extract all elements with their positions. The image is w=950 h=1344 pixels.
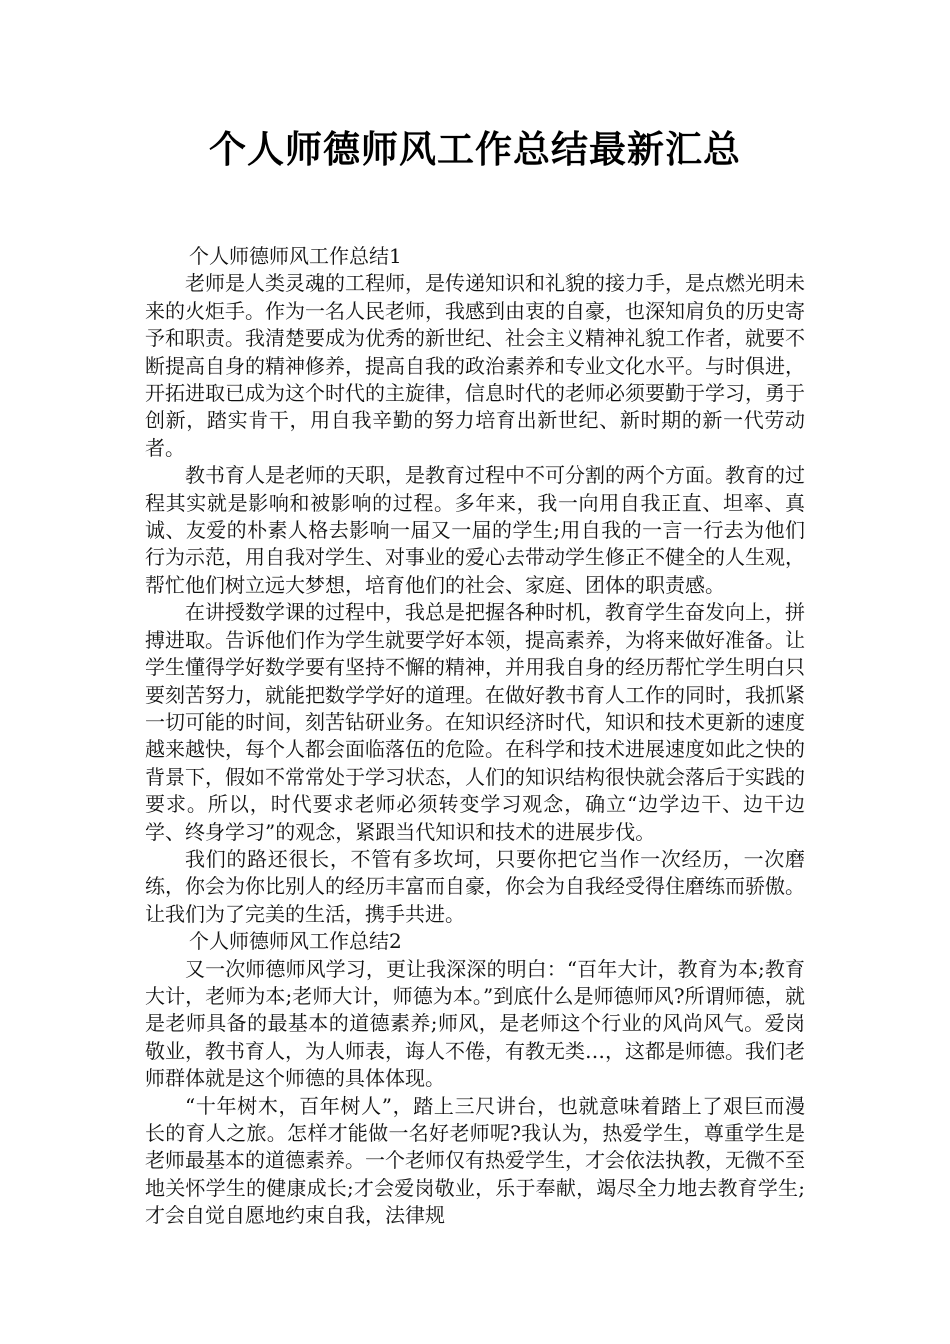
- paragraph: 又一次师德师风学习，更让我深深的明白：“百年大计，教育为本;教育大计，老师为本;老师大计，师德为本。”到底什么是师德师风?所谓师德，就是老师具备的最基本的道德素养;师风，是老师这个行业的风尚风气。爱岗敬业，教书育人，为人师表，诲人不倦，有教无类…，这都是师德。我们老师群体就是这个师德的具体体现。: [145, 956, 805, 1091]
- paragraph: 老师是人类灵魂的工程师，是传递知识和礼貌的接力手，是点燃光明未来的火炬手。作为一名人民老师，我感到由衷的自豪，也深知肩负的历史寄予和职责。我清楚要成为优秀的新世纪、社会主义精神礼貌工作者，就要不断提高自身的精神修养，提高自我的政治素养和专业文化水平。与时俱进，开拓进取已成为这个时代的主旋律，信息时代的老师必须要勤于学习，勇于创新，踏实肯干，用自我辛勤的努力培育出新世纪、新时期的新一代劳动者。: [145, 271, 805, 460]
- section-heading-1: 个人师德师风工作总结1: [189, 244, 402, 268]
- paragraph: 在讲授数学课的过程中，我总是把握各种时机，教育学生奋发向上，拼搏进取。告诉他们作为学生就要学好本领，提高素养，为将来做好准备。让学生懂得学好数学要有坚持不懈的精神，并用我自身的经历帮忙学生明白只要刻苦努力，就能把数学学好的道理。在做好教书育人工作的同时，我抓紧一切可能的时间，刻苦钻研业务。在知识经济时代，知识和技术更新的速度越来越快，每个人都会面临落伍的危险。在科学和技术进展速度如此之快的背景下，假如不常常处于学习状态，人们的知识结构很快就会落后于实践的要求。所以，时代要求老师必须转变学习观念，确立“边学边干、边干边学、终身学习”的观念，紧跟当代知识和技术的进展步伐。: [145, 600, 805, 844]
- paragraph: 我们的路还很长，不管有多坎坷，只要你把它当作一次经历，一次磨练，你会为你比别人的经历丰富而自豪，你会为自我经受得住磨练而骄傲。让我们为了完美的生活，携手共进。: [145, 846, 805, 926]
- document-title: 个人师德师风工作总结最新汇总: [209, 128, 741, 171]
- paragraph: “十年树木，百年树人”，踏上三尺讲台，也就意味着踏上了艰巨而漫长的育人之旅。怎样才能做一名好老师呢?我认为，热爱学生，尊重学生是老师最基本的道德素养。一个老师仅有热爱学生，才会依法执教，无微不至地关怀学生的健康成长;才会爱岗敬业，乐于奉献，竭尽全力地去教育学生;才会自觉自愿地约束自我，法律规: [145, 1093, 805, 1228]
- paragraph: 教书育人是老师的天职，是教育过程中不可分割的两个方面。教育的过程其实就是影响和被影响的过程。多年来，我一向用自我正直、坦率、真诚、友爱的朴素人格去影响一届又一届的学生;用自我的一言一行去为他们行为示范，用自我对学生、对事业的爱心去带动学生修正不健全的人生观，帮忙他们树立远大梦想，培育他们的社会、家庭、团体的职责感。: [145, 463, 805, 597]
- document-body: [145, 243, 805, 1230]
- section-heading-2: 个人师德师风工作总结2: [189, 929, 402, 954]
